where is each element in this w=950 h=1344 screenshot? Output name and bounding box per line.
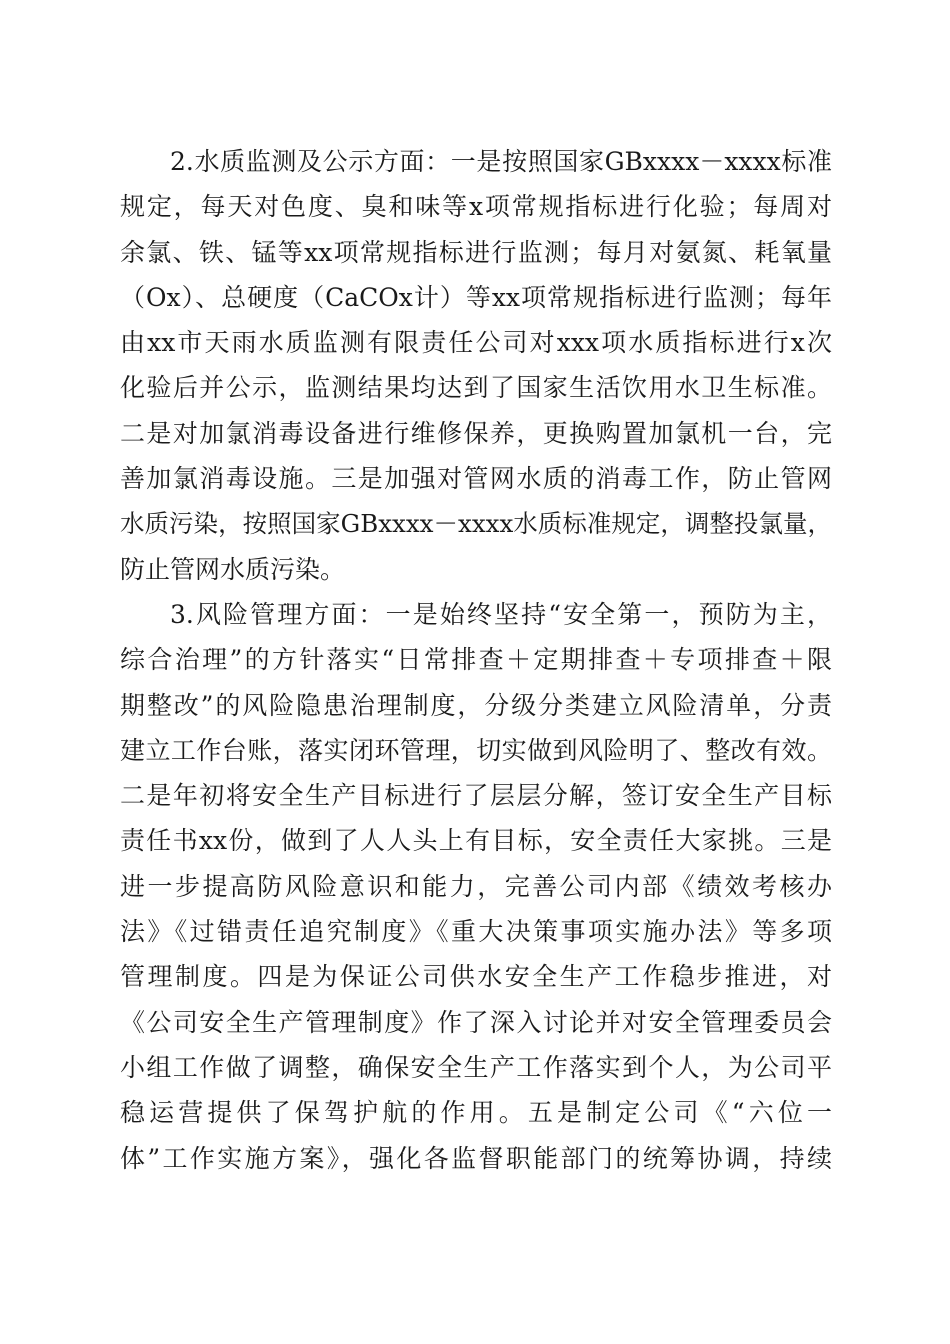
paragraph-risk-management-line: 建立工作台账，落实闭环管理，切实做到风险明了、整改有效。 — [120, 735, 832, 765]
paragraph-water-quality-line: 善加氯消毒设施。三是加强对管网水质的消毒工作，防止管网 — [120, 464, 832, 494]
paragraph-risk-management-line: 进一步提高防风险意识和能力，完善公司内部《绩效考核办 — [120, 871, 832, 901]
paragraph-risk-management-line: 小组工作做了调整，确保安全生产工作落实到个人，为公司平 — [120, 1052, 832, 1082]
paragraph-water-quality-line: 化验后并公示，监测结果均达到了国家生活饮用水卫生标准。 — [120, 373, 832, 403]
paragraph-risk-management-line: 综合治理”的方针落实“日常排查＋定期排查＋专项排查＋限 — [120, 645, 832, 675]
paragraph-risk-management-line: 二是年初将安全生产目标进行了层层分解，签订安全生产目标 — [120, 781, 832, 811]
paragraph-water-quality-line: 水质污染，按照国家GBxxxx－xxxx水质标准规定，调整投氯量， — [120, 509, 832, 539]
paragraph-water-quality-line: 防止管网水质污染。 — [120, 554, 346, 584]
paragraph-risk-management-line: 体”工作实施方案》，强化各监督职能部门的统筹协调，持续 — [120, 1143, 832, 1173]
paragraph-water-quality-line: 规定，每天对色度、臭和味等x项常规指标进行化验；每周对 — [120, 192, 832, 222]
document-body — [120, 139, 832, 1181]
paragraph-risk-management-line: 期整改”的风险隐患治理制度，分级分类建立风险清单，分责 — [120, 690, 832, 720]
paragraph-risk-management-line: 法》《过错责任追究制度》《重大决策事项实施办法》等多项 — [120, 917, 832, 947]
paragraph-risk-management-line: 管理制度。四是为保证公司供水安全生产工作稳步推进，对 — [120, 962, 832, 992]
paragraph-water-quality-line: 余氯、铁、锰等xx项常规指标进行监测；每月对氨氮、耗氧量 — [120, 237, 832, 267]
paragraph-water-quality-line: 2.水质监测及公示方面：一是按照国家GBxxxx－xxxx标准 — [170, 147, 832, 176]
paragraph-water-quality-line: 由xx市天雨水质监测有限责任公司对xxx项水质指标进行x次 — [120, 328, 832, 358]
paragraph-risk-management-line: 《公司安全生产管理制度》作了深入讨论并对安全管理委员会 — [120, 1007, 832, 1037]
paragraph-risk-management-line: 责任书xx份，做到了人人头上有目标，安全责任大家挑。三是 — [120, 826, 832, 856]
paragraph-risk-management-line: 稳运营提供了保驾护航的作用。五是制定公司《“六位一 — [120, 1098, 832, 1128]
paragraph-water-quality-line: 二是对加氯消毒设备进行维修保养，更换购置加氯机一台，完 — [120, 418, 832, 448]
paragraph-water-quality-line: （Ox）、总硬度（CaCOx计）等xx项常规指标进行监测；每年 — [120, 282, 832, 312]
paragraph-risk-management-line: 3.风险管理方面：一是始终坚持“安全第一，预防为主， — [170, 599, 832, 629]
